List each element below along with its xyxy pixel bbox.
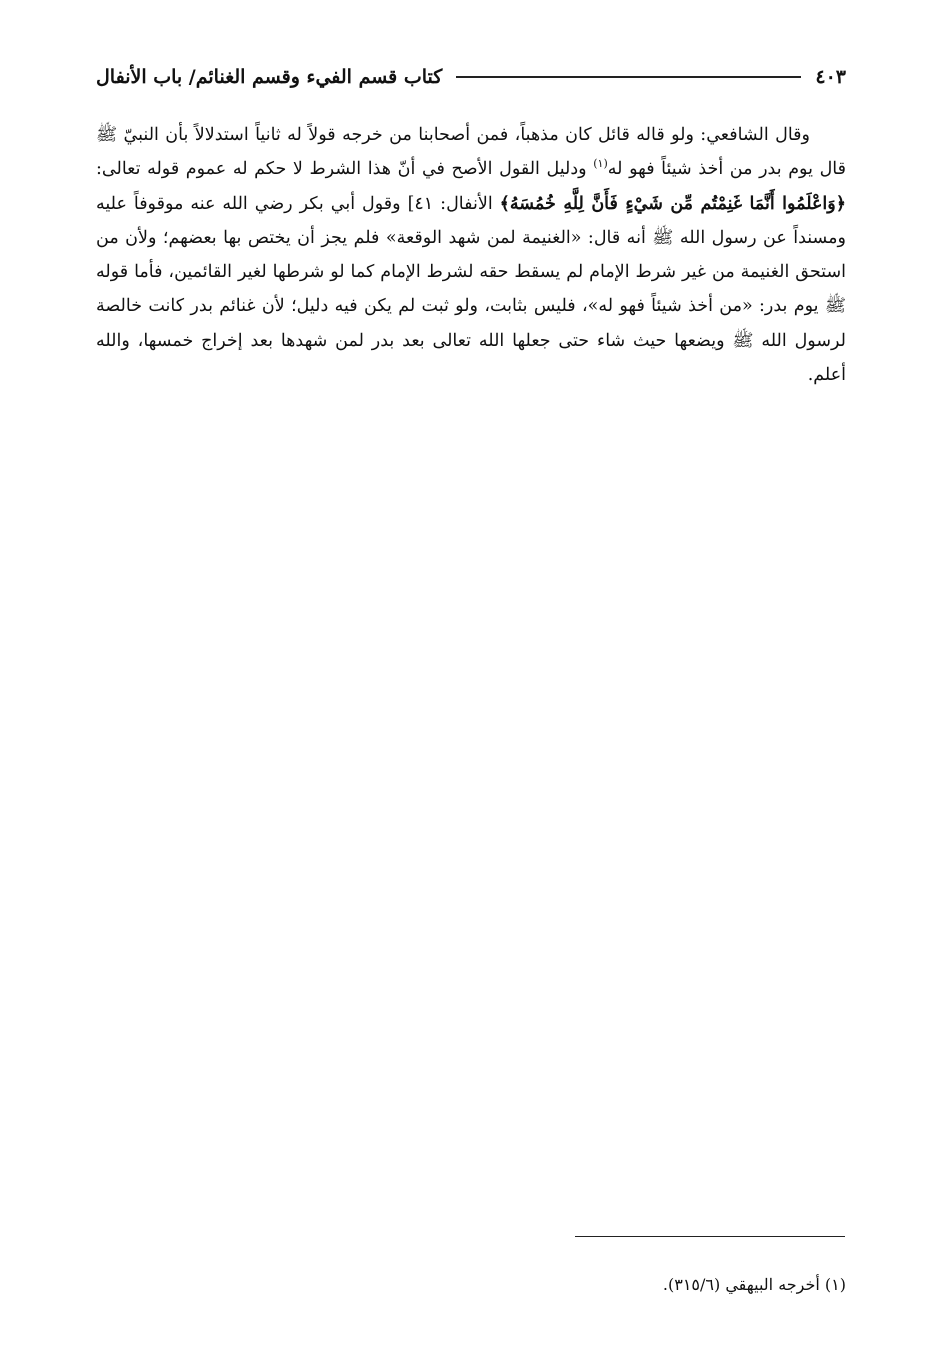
paragraph bbox=[96, 118, 846, 392]
paragraph-text: الأنفال: ٤١] وقول أبي بكر رضي الله عنه موقوفاً عليه ومسنداً عن رسول الله ﷺ أنه قال: «الغنيمة لمن شهد الوقعة» فلم يجز أن يختص بها بعضهم؛ ولأن من استحق الغنيمة من غير شرط الإمام لم يسقط حقه لشرط الإمام كما لو شرطها لغير القائمين، فأما قوله ﷺ يوم بدر: «من أخذ شيئاً فهو له»، فليس بثابت، ولو ثبت لم يكن فيه دليل؛ لأن غنائم بدر كانت خالصة لرسول الله ﷺ ويضعها حيث شاء حتى جعلها الله تعالى بعد بدر لمن شهدها بعد إخراج خمسها، والله أعلم. bbox=[96, 193, 846, 386]
footnote: (١) أخرجه البيهقي (٣١٥/٦). bbox=[662, 1275, 846, 1294]
paragraph-text: ودليل القول الأصح في أنّ هذا الشرط لا حكم له عموم قوله تعالى: bbox=[96, 159, 594, 180]
paragraph-text: وقال الشافعي: ولو قاله قائل كان مذهباً، فمن أصحابنا من خرجه قولاً له ثانياً استدلالاً بأن النبيّ ﷺ قال يوم بدر من أخذ شيئاً فهو له bbox=[96, 125, 846, 180]
footnote-separator bbox=[575, 1236, 845, 1237]
main-text bbox=[96, 118, 846, 392]
footnotes bbox=[96, 1270, 846, 1300]
running-header bbox=[96, 60, 846, 94]
header-rule bbox=[456, 76, 801, 78]
quran-verse: ﴿وَاعْلَمُوا أَنَّمَا غَنِمْتُم مِّن شَيْءٍ فَأَنَّ لِلَّهِ خُمُسَهُ﴾ bbox=[499, 193, 846, 214]
page-number: ٤٠٣ bbox=[815, 66, 846, 88]
chapter-title: كتاب قسم الفيء وقسم الغنائم/ باب الأنفال bbox=[96, 66, 443, 88]
footnote-marker: (١) bbox=[593, 157, 608, 171]
